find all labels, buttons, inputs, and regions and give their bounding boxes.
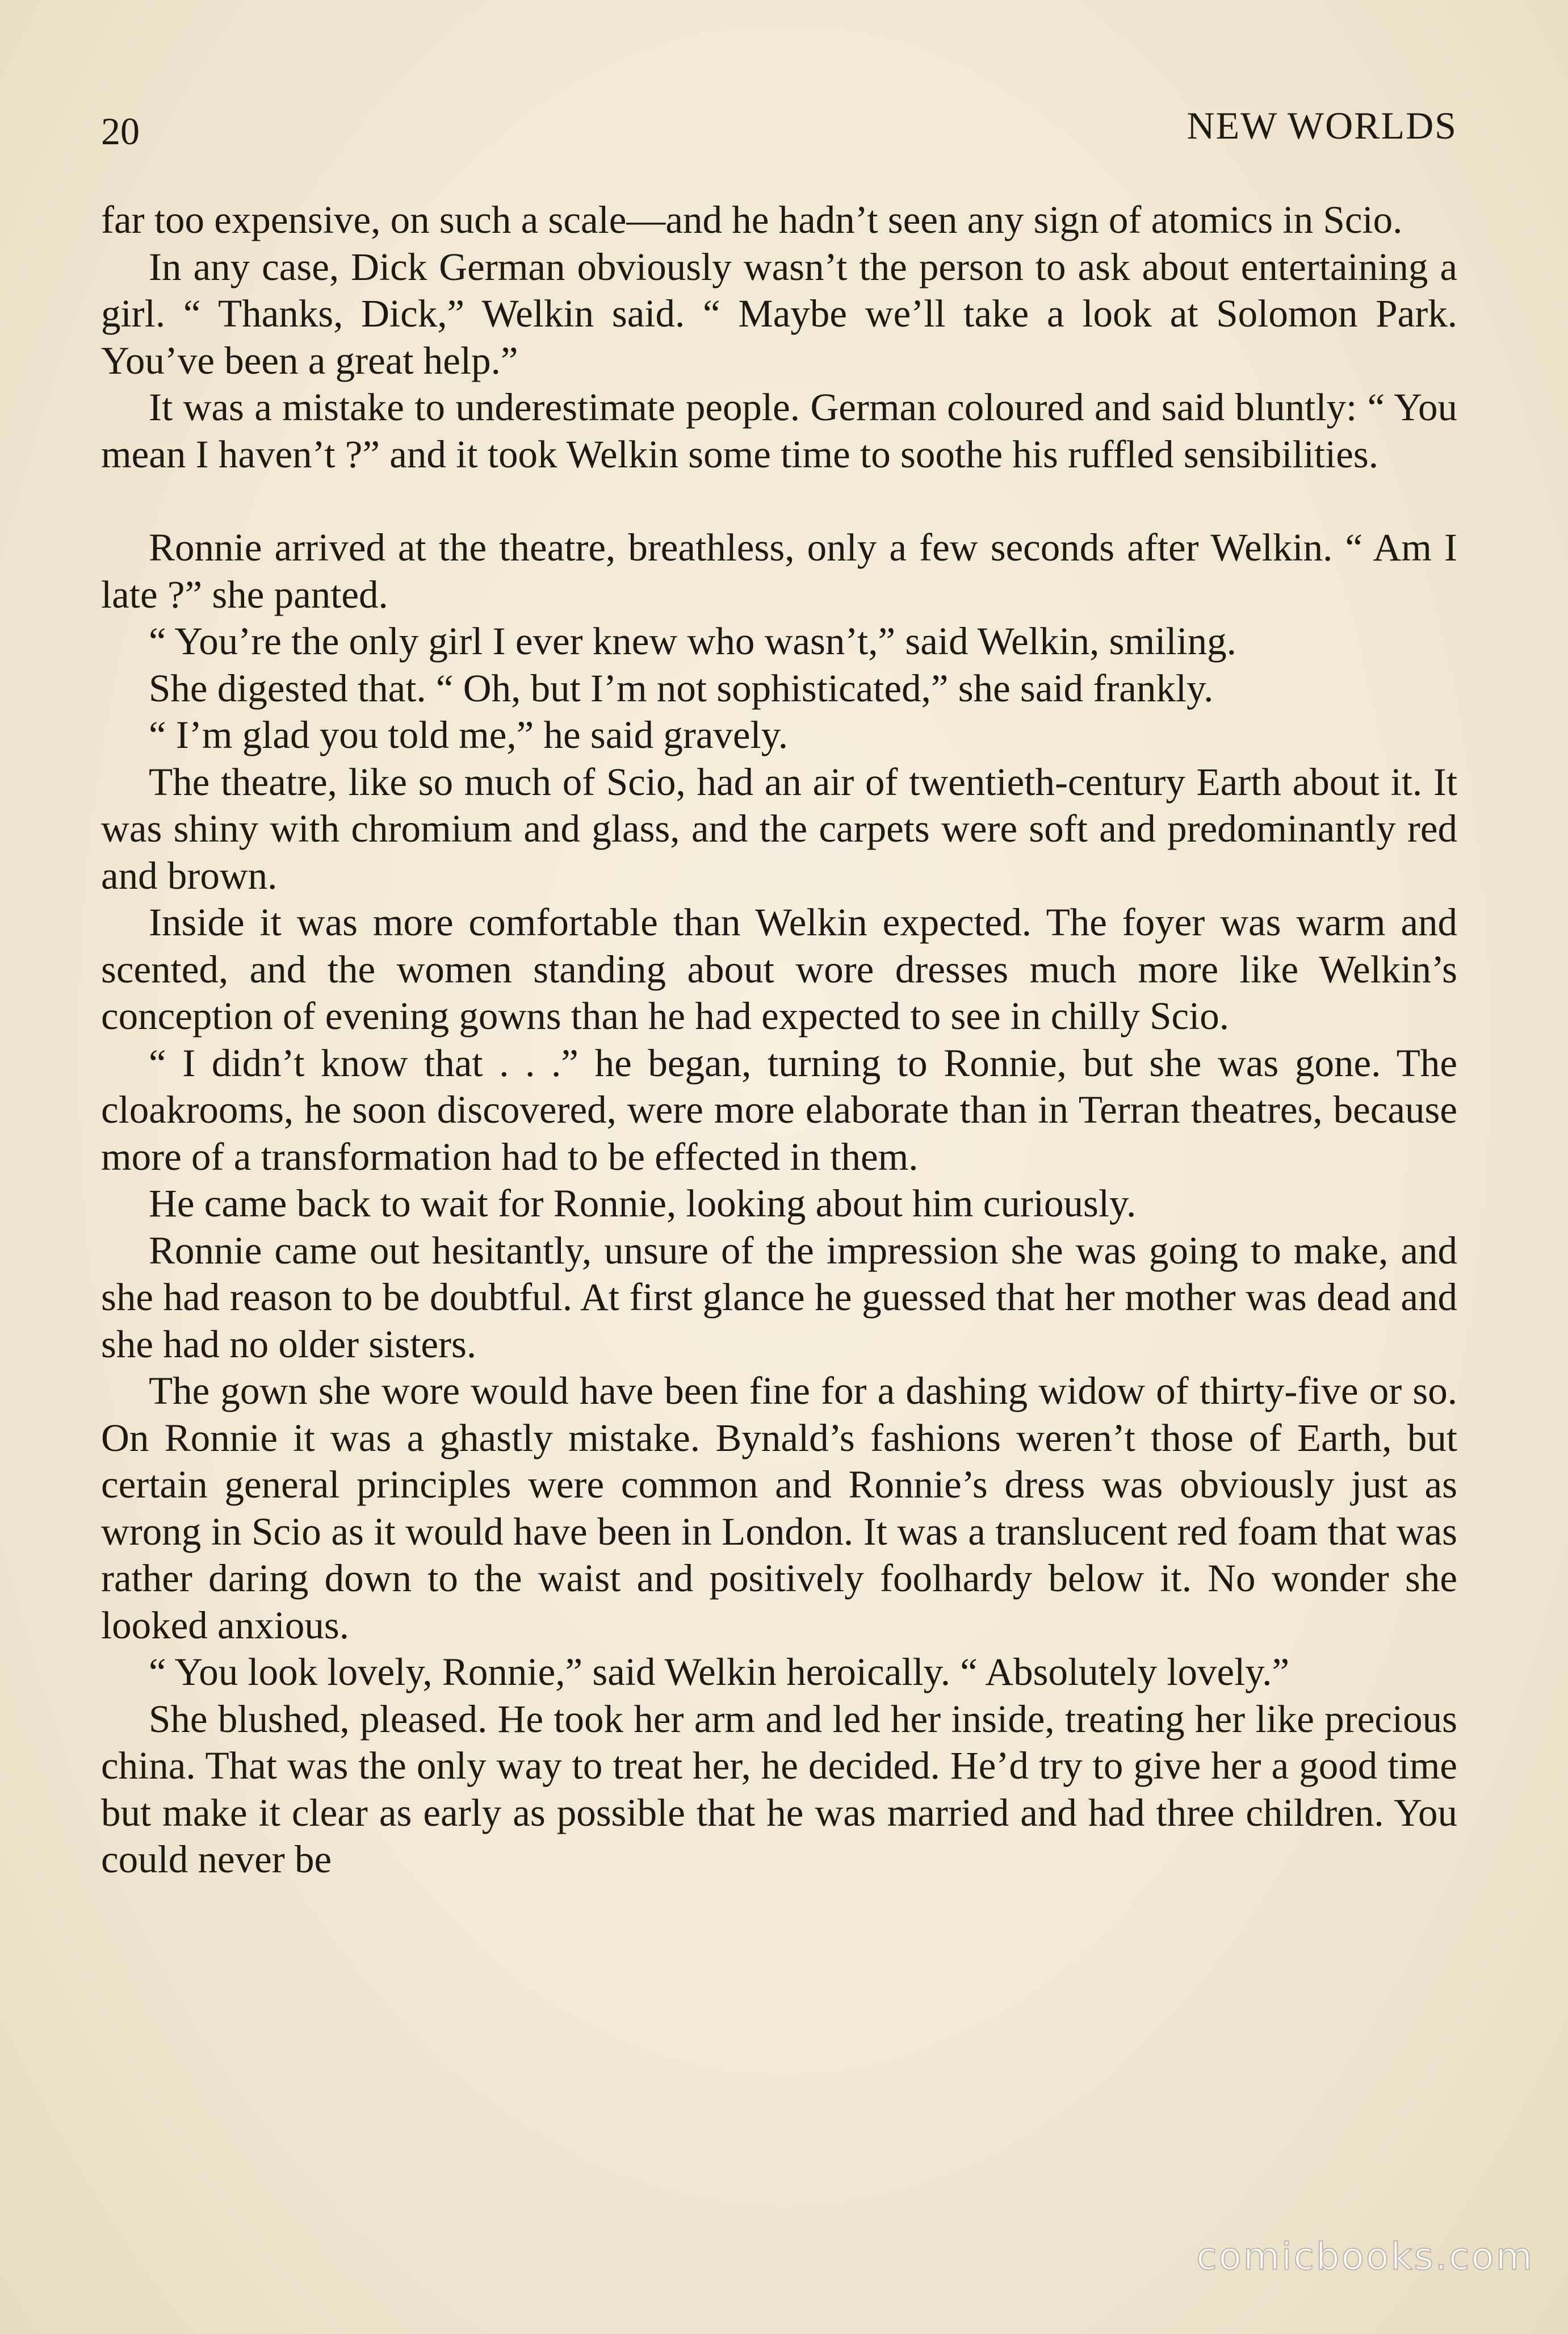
paragraph: Inside it was more comfortable than Welkin expected. The foyer was warm and scented, and the women standing about wore dresses much more like Welkin’s conception of evening gowns than he had expected to see in chilly Scio. (101, 901, 1457, 1038)
section-break (101, 478, 1457, 524)
paragraph: It was a mistake to underestimate people. German coloured and said bluntly: “ You mean I haven’t ?” and it took Welkin some time to soothe his ruffled sensibilities. (101, 386, 1457, 476)
running-title: NEW WORLDS (1187, 104, 1457, 147)
paragraph: far too expensive, on such a scale—and he hadn’t seen any sign of atomics in Scio. (101, 198, 1403, 241)
paragraph: She blushed, pleased. He took her arm and led her inside, treating her like precious china. That was the only way to treat her, he decided. He’d try to give her a good time but make it clear as early as possible that he was married and had three children. You could never be (101, 1697, 1457, 1881)
paragraph: The gown she wore would have been fine for a dashing widow of thirty-five or so. On Ronnie it was a ghastly mistake. Bynald’s fashions weren’t those of Earth, but certain general principles were common and Ronnie’s dress was obviously just as wrong in Scio as it would have been in London. It was a translucent red foam that was rather daring down to the waist and positively foolhardy below it. No wonder she looked anxious. (101, 1369, 1457, 1647)
page-number: 20 (101, 110, 140, 153)
paragraph: In any case, Dick German obviously wasn’t the person to ask about entertaining a girl. “ Thanks, Dick,” Welkin said. “ Maybe we’ll take a look at Solomon Park. You’ve been a great help.” (101, 245, 1457, 382)
paragraph: She digested that. “ Oh, but I’m not sophisticated,” she said frankly. (149, 666, 1214, 710)
paragraph: “ I didn’t know that . . .” he began, turning to Ronnie, but she was gone. The cloakrooms, he soon discovered, were more elaborate than in Terran theatres, because more of a transformation had to be effected in them. (101, 1041, 1457, 1178)
paragraph: Ronnie arrived at the theatre, breathless, only a few seconds after Welkin. “ Am I late ?” she panted. (101, 526, 1457, 616)
paragraph: “ You’re the only girl I ever knew who wasn’t,” said Welkin, smiling. (149, 620, 1236, 663)
body-text (101, 196, 1457, 1883)
paragraph: He came back to wait for Ronnie, looking about him curiously. (149, 1182, 1137, 1225)
running-head (101, 98, 1457, 154)
paragraph: Ronnie came out hesitantly, unsure of the impression she was going to make, and she had reason to be doubtful. At first glance he guessed that her mother was dead and she had no older sisters. (101, 1228, 1457, 1366)
paragraph: The theatre, like so much of Scio, had an air of twentieth-century Earth about it. It was shiny with chromium and glass, and the carpets were soft and predominantly red and brown. (101, 760, 1457, 897)
paragraph: “ You look lovely, Ronnie,” said Welkin heroically. “ Absolutely lovely.” (149, 1650, 1290, 1693)
watermark: comicbooks.com (1196, 2235, 1534, 2278)
paragraph: “ I’m glad you told me,” he said gravely. (149, 713, 789, 756)
